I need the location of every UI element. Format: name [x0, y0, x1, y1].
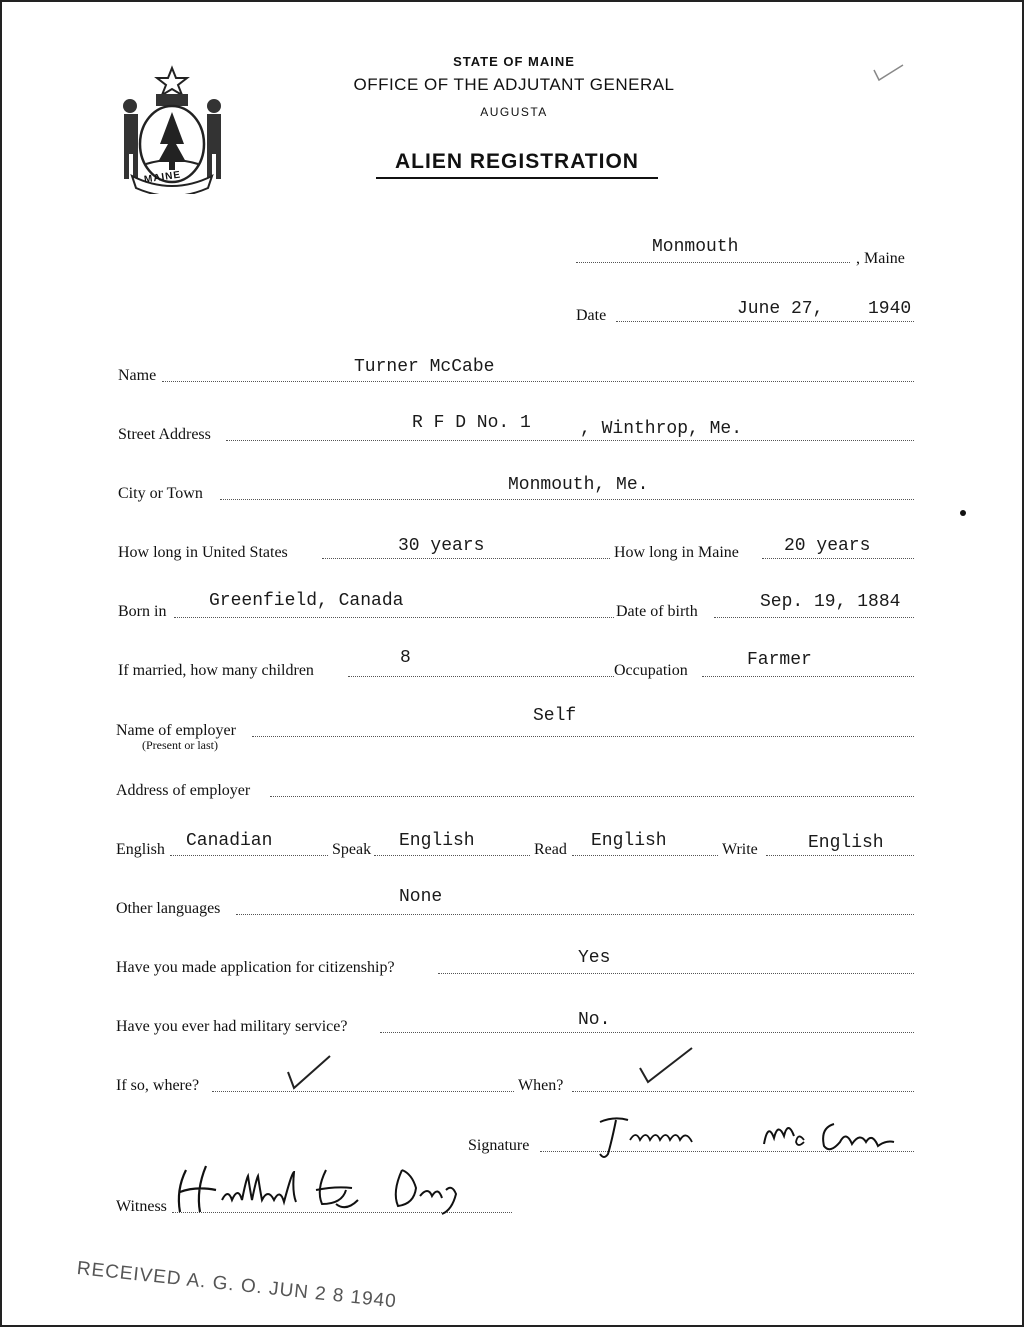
maine-years-label: How long in Maine	[614, 544, 739, 561]
name-line	[162, 381, 914, 382]
other-languages-line	[236, 914, 914, 915]
employer-sublabel: (Present or last)	[142, 738, 218, 752]
speak-label: Speak	[332, 841, 372, 858]
name-label: Name	[118, 367, 157, 384]
born-in-value: Greenfield, Canada	[209, 591, 404, 611]
office-heading: OFFICE OF THE ADJUTANT GENERAL	[353, 75, 675, 94]
us-years-value: 30 years	[398, 536, 485, 556]
military-label: Have you ever had military service?	[116, 1018, 348, 1035]
write-label: Write	[722, 841, 758, 858]
occupation-value: Farmer	[747, 650, 812, 670]
street-line	[226, 440, 914, 441]
dob-label: Date of birth	[616, 603, 698, 620]
born-in-label: Born in	[118, 603, 167, 620]
when-line	[572, 1091, 914, 1092]
children-value: 8	[400, 648, 411, 668]
checkmark-icon	[870, 62, 906, 84]
dob-line	[714, 617, 914, 618]
english-label: English	[116, 841, 165, 858]
witness-signature	[166, 1160, 506, 1220]
when-checkmark-icon	[636, 1044, 696, 1086]
speak-value: English	[399, 831, 475, 851]
name-value: Turner McCabe	[354, 357, 495, 377]
state-heading: STATE OF MAINE	[453, 54, 575, 69]
city-heading: AUGUSTA	[480, 105, 548, 119]
city-label: City or Town	[118, 485, 203, 502]
occupation-line	[702, 676, 914, 677]
us-years-label: How long in United States	[118, 544, 288, 561]
speak-line	[374, 855, 530, 856]
where-line	[212, 1091, 514, 1092]
street-label: Street Address	[118, 426, 211, 443]
city-value: Monmouth, Me.	[508, 475, 649, 495]
read-label: Read	[534, 841, 567, 858]
form-title: ALIEN REGISTRATION	[376, 150, 658, 179]
english-value: Canadian	[186, 831, 273, 851]
seal-banner-text: MAINE	[143, 169, 182, 186]
employer-address-line	[270, 796, 914, 797]
write-value: English	[808, 833, 884, 853]
city-line	[220, 499, 914, 500]
maine-years-value: 20 years	[784, 536, 871, 556]
ink-dot	[960, 510, 966, 516]
applicant-signature	[594, 1110, 924, 1160]
read-line	[572, 855, 718, 856]
citizenship-line	[438, 973, 914, 974]
english-line	[170, 855, 328, 856]
place-town-line	[576, 262, 850, 263]
date-year-value: 1940	[868, 299, 912, 319]
date-month-day-value: June 27,	[737, 299, 824, 319]
date-label: Date	[576, 307, 607, 324]
other-languages-label: Other languages	[116, 900, 221, 917]
citizenship-label: Have you made application for citizenship?	[116, 959, 395, 976]
children-label: If married, how many children	[118, 662, 314, 679]
received-stamp: RECEIVED A. G. O. JUN 2 8 1940	[75, 1258, 398, 1313]
date-line	[616, 321, 914, 322]
employer-line	[252, 736, 914, 737]
when-label: When?	[518, 1077, 564, 1094]
maine-years-line	[762, 558, 914, 559]
other-languages-value: None	[399, 887, 443, 907]
children-line	[348, 676, 614, 677]
military-line	[380, 1032, 914, 1033]
us-years-line	[322, 558, 610, 559]
street-town-value: , Winthrop, Me.	[580, 419, 743, 439]
place-town-value: Monmouth	[652, 237, 739, 257]
dob-value: Sep. 19, 1884	[760, 592, 901, 612]
witness-label: Witness	[116, 1198, 167, 1215]
citizenship-value: Yes	[578, 948, 611, 968]
where-checkmark-icon	[284, 1052, 334, 1092]
write-line	[766, 855, 914, 856]
employer-address-label: Address of employer	[116, 782, 251, 799]
military-value: No.	[578, 1010, 611, 1030]
born-in-line	[174, 617, 614, 618]
read-value: English	[591, 831, 667, 851]
where-label: If so, where?	[116, 1077, 200, 1094]
signature-label: Signature	[468, 1137, 530, 1154]
employer-value: Self	[533, 706, 577, 726]
place-state-label: , Maine	[856, 250, 905, 267]
occupation-label: Occupation	[614, 662, 688, 679]
employer-label: Name of employer	[116, 722, 236, 739]
street-value: R F D No. 1	[412, 413, 531, 433]
